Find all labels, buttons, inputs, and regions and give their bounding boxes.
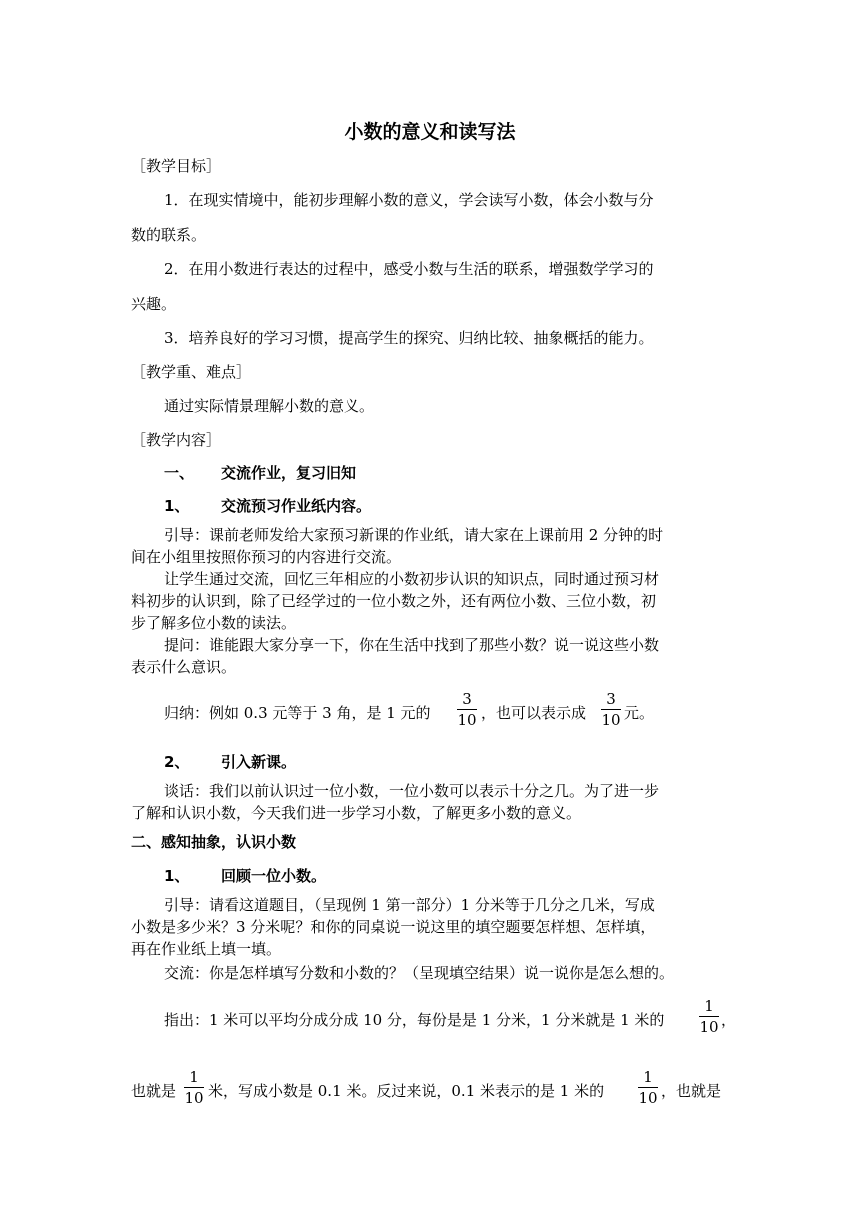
- also-text-a: 也就是: [131, 1082, 177, 1100]
- guide-paragraph-line-1: 引导：课前老师发给大家预习新课的作业纸，请大家在上课前用 2 分钟的时: [164, 526, 664, 544]
- part2-guide-line-2: 小数是多少米？3 分米呢？和你的同桌说一说这里的填空题要怎样想、怎样填，: [131, 918, 656, 936]
- guide-paragraph-line-2: 间在小组里按照你预习的内容进行交流。: [131, 548, 402, 566]
- section-content: ［教学内容］: [131, 431, 222, 449]
- point-text-b: ，: [721, 1011, 737, 1029]
- part2-sub1-heading: 回顾一位小数。: [221, 867, 327, 885]
- fraction-denominator: 10: [184, 1089, 204, 1107]
- fraction-one-tenth-3: [636, 1068, 660, 1107]
- fraction-bar: [601, 709, 621, 710]
- fraction-numerator: 1: [643, 1068, 653, 1086]
- exchange-paragraph: 交流：你是怎样填写分数和小数的？（呈现填空结果）说一说你是怎么想的。: [164, 964, 675, 982]
- fraction-bar: [457, 709, 477, 710]
- fraction-one-tenth: [697, 997, 721, 1036]
- recall-paragraph-line-1: 让学生通过交流，回忆三年相应的小数初步认识的知识点，同时通过预习材: [164, 570, 660, 588]
- keypoint-text: 通过实际情景理解小数的意义。: [164, 397, 375, 415]
- recall-paragraph-line-2: 料初步的认识到，除了已经学过的一位小数之外，还有两位小数、三位小数，初: [131, 592, 657, 610]
- part1-sub1-heading: 交流预习作业纸内容。: [221, 497, 372, 515]
- part2-heading: 二、感知抽象，认识小数: [131, 833, 297, 851]
- section-objectives: ［教学目标］: [131, 157, 222, 175]
- fraction-numerator: 3: [462, 690, 472, 708]
- fraction-numerator: 3: [606, 690, 616, 708]
- fraction-denominator: 10: [638, 1089, 658, 1107]
- objective-2-line-2: 兴趣。: [131, 295, 177, 313]
- objective-1-line-1: 1．在现实情境中，能初步理解小数的意义，学会读写小数，体会小数与分: [164, 191, 654, 209]
- recall-paragraph-line-3: 步了解多位小数的读法。: [131, 614, 297, 632]
- fraction-bar: [638, 1087, 658, 1088]
- part2-guide-line-1: 引导：请看这道题目，（呈现例 1 第一部分）1 分米等于几分之几米，写成: [164, 896, 655, 914]
- part1-number: 一、: [164, 464, 195, 482]
- objective-3-line-1: 3．培养良好的学习习惯，提高学生的探究、归纳比较、抽象概括的能力。: [164, 329, 654, 347]
- part1-heading: 交流作业，复习旧知: [221, 464, 357, 482]
- objective-1-line-2: 数的联系。: [131, 226, 207, 244]
- part1-sub2-number: 2、: [164, 753, 190, 771]
- fraction-denominator: 10: [601, 711, 621, 729]
- also-text-b: 米，写成小数是 0.1 米。反过来说，0.1 米表示的是 1 米的: [208, 1082, 605, 1100]
- fraction-numerator: 1: [189, 1068, 199, 1086]
- fraction-numerator: 1: [704, 997, 714, 1015]
- part1-sub1-number: 1、: [164, 497, 190, 515]
- part2-guide-line-3: 再在作业纸上填一填。: [131, 940, 282, 958]
- section-keypoints: ［教学重、难点］: [131, 363, 252, 381]
- part1-sub2-heading: 引入新课。: [221, 753, 297, 771]
- fraction-denominator: 10: [457, 711, 477, 729]
- fraction-three-tenths: [455, 690, 479, 729]
- summary-text-c: 元。: [624, 704, 655, 722]
- objective-2-line-1: 2．在用小数进行表达的过程中，感受小数与生活的联系，增强数学学习的: [164, 260, 654, 278]
- page-title: 小数的意义和读写法: [344, 121, 516, 143]
- fraction-bar: [184, 1087, 204, 1088]
- talk-paragraph-line-1: 谈话：我们以前认识过一位小数，一位小数可以表示十分之几。为了进一步: [164, 782, 660, 800]
- point-text-a: 指出：1 米可以平均分成分成 10 分，每份是是 1 分米，1 分米就是 1 米的: [164, 1011, 665, 1029]
- ask-paragraph-line-2: 表示什么意识。: [131, 658, 237, 676]
- ask-paragraph-line-1: 提问：谁能跟大家分享一下，你在生活中找到了那些小数？说一说这些小数: [164, 636, 660, 654]
- talk-paragraph-line-2: 了解和认识小数，今天我们进一步学习小数，了解更多小数的意义。: [131, 804, 582, 822]
- fraction-denominator: 10: [699, 1018, 719, 1036]
- summary-text-a: 归纳：例如 0.3 元等于 3 角，是 1 元的: [164, 704, 431, 722]
- part2-sub1-number: 1、: [164, 867, 190, 885]
- also-text-c: ，也就是: [661, 1082, 722, 1100]
- fraction-one-tenth-2: [182, 1068, 206, 1107]
- fraction-bar: [699, 1016, 719, 1017]
- summary-text-b: ，也可以表示成: [481, 704, 587, 722]
- fraction-three-tenths-2: [599, 690, 623, 729]
